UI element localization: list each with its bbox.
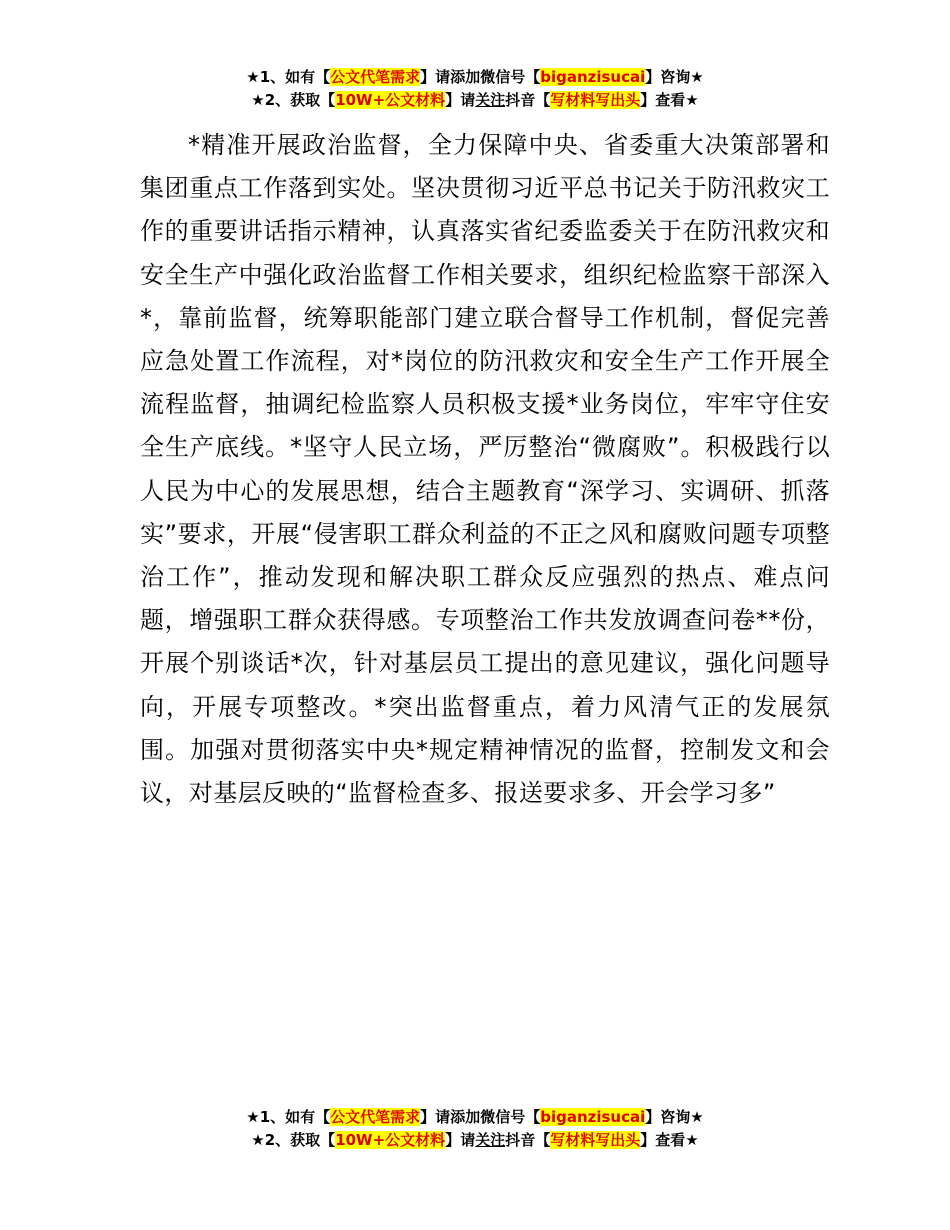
footer-line-1-suffix: 】咨询★ [645, 1108, 704, 1126]
header-line-2-middle: 】请 [445, 91, 476, 109]
header-highlight-wechat-id: biganzisucai [540, 68, 646, 86]
header-line-1 [0, 66, 950, 89]
header-line-2-suffix: 】查看★ [640, 91, 699, 109]
footer-line-1 [0, 1106, 950, 1129]
footer-line-1-emphasis: 加 [465, 1108, 481, 1126]
footer-highlight-douyin-account: 写材料写出头 [550, 1131, 641, 1149]
footer-line-2 [0, 1129, 950, 1152]
footer-highlight-materials: 10W+公文材料 [335, 1131, 446, 1149]
header-line-2-prefix: ★2、获取【 [251, 91, 336, 109]
header-line-2-emphasis: 关注 [475, 91, 506, 109]
header-line-1-middle: 】请添 [420, 68, 466, 86]
footer-line-1-prefix: ★1、如有【 [246, 1108, 331, 1126]
header-line-1-emphasis: 加 [465, 68, 481, 86]
footer-banner [0, 1106, 950, 1152]
header-line-2-middle-2: 抖音【 [505, 91, 551, 109]
footer-line-2-prefix: ★2、获取【 [251, 1131, 336, 1149]
footer-line-2-emphasis: 关注 [475, 1131, 506, 1149]
document-body [140, 124, 830, 815]
footer-highlight-wechat-id: biganzisucai [540, 1108, 646, 1126]
footer-highlight-ghostwriting: 公文代笔需求 [330, 1108, 421, 1126]
header-line-1-suffix: 】咨询★ [645, 68, 704, 86]
header-line-2 [0, 89, 950, 112]
footer-line-1-middle-2: 微信号【 [480, 1108, 541, 1126]
footer-line-2-suffix: 】查看★ [640, 1131, 699, 1149]
header-line-1-prefix: ★1、如有【 [246, 68, 331, 86]
footer-line-2-middle: 】请 [445, 1131, 476, 1149]
header-highlight-ghostwriting: 公文代笔需求 [330, 68, 421, 86]
footer-line-2-middle-2: 抖音【 [505, 1131, 551, 1149]
header-banner [0, 66, 950, 112]
header-line-1-middle-2: 微信号【 [480, 68, 541, 86]
header-highlight-materials: 10W+公文材料 [335, 91, 446, 109]
footer-line-1-middle: 】请添 [420, 1108, 466, 1126]
header-highlight-douyin-account: 写材料写出头 [550, 91, 641, 109]
body-paragraph: *精准开展政治监督，全力保障中央、省委重大决策部署和集团重点工作落到实处。坚决贯彻习近平总书记关于防汛救灾工作的重要讲话指示精神，认真落实省纪委监委关于在防汛救灾和安全生产中强化政治监督工作相关要求，组织纪检监察干部深入*，靠前监督，统筹职能部门建立联合督导工作机制，督促完善应急处置工作流程，对*岗位的防汛救灾和安全生产工作开展全流程监督，抽调纪检监察人员积极支援*业务岗位，牢牢守住安全生产底线。*坚守人民立场，严厉整治“微腐败”。积极践行以人民为中心的发展思想，结合主题教育“深学习、实调研、抓落实”要求，开展“侵害职工群众利益的不正之风和腐败问题专项整治工作”，推动发现和解决职工群众反应强烈的热点、难点问题，增强职工群众获得感。专项整治工作共发放调查问卷**份，开展个别谈话*次，针对基层员工提出的意见建议，强化问题导向，开展专项整改。*突出监督重点，着力风清气正的发展氛围。加强对贯彻落实中央*规定精神情况的监督，控制发文和会议，对基层反映的“监督检查多、报送要求多、开会学习多” [140, 131, 830, 808]
